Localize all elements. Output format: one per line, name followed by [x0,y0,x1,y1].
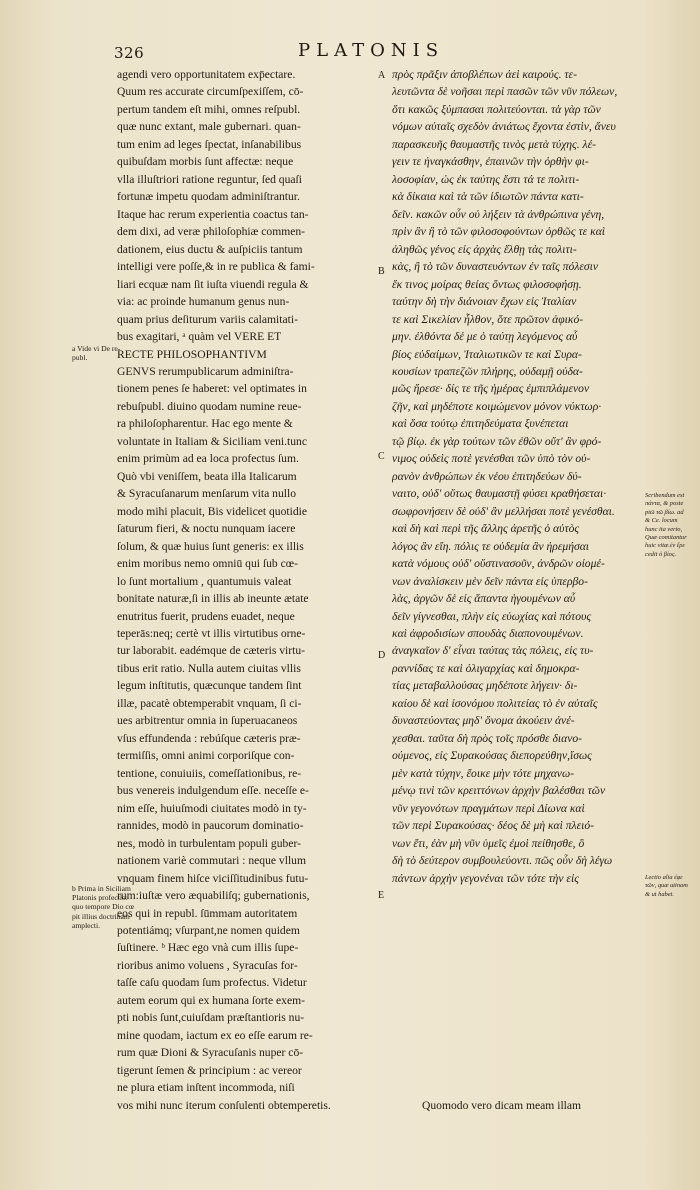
latin-line: vlla illuſtriori ratione reguntur, ſed quaſi [117,172,302,186]
latin-line: ſuſtinere. ᵇ Hæc ego vnà cum illis ſupe- [117,941,299,955]
greek-line: λευτῶντα δὲ νοῆσαι περὶ πασῶν τῶν νῦν πόλεων, [392,85,618,99]
latin-line: vſus effundenda : rebúſque cæteris præ- [117,731,301,745]
side-note-a: a Vide vi De re- publ. [72,344,121,363]
latin-line: voluntate in Italiam & Siciliam veni.tunc [117,434,307,448]
latin-line: dationem, eius ductu & auſpiciis tantum [117,242,303,256]
greek-line: μην. ἐλθόντα δέ με ὁ ταύτῃ λεγόμενος αὖ [392,330,578,344]
latin-line: mine quodam, iactum ex eo eſſe earum re- [117,1028,313,1042]
latin-line: rioribus animo voluens , Syracuſas for- [117,958,298,972]
greek-line: νων ἀναλίσκειν μὲν δεῖν πάντα εἰς ὑπερβο- [392,574,588,588]
latin-line: rum:iuſtæ vero æquabiliſq; gubernationis, [117,889,310,903]
greek-line: καὶ δὴ καὶ περὶ τῆς ἄλλης ἀρετῆς ὁ αὐτὸς [392,522,580,536]
greek-line: δὴ τὸ δεύτερον συμβουλεύοντι. πῶς οὖν δὴ λέγω [392,854,613,868]
latin-line: modo mihi placuit, Bis videlicet quotidie [117,504,307,518]
greek-line: καὶ ὅσα τούτῳ ἐπιτηδεύματα ξυνέπεται [392,417,569,431]
latin-line: intelligi vere poſſe,& in re publica & fami- [117,260,315,274]
latin-line: vnquam finem hiſce viciſſitudinibus futu- [117,871,309,885]
latin-line: tur laborabit. eadémque de cæteris virtu- [117,644,306,658]
greek-line: λόγος ἂν εἴη. πόλις τε οὐδεμία ἂν ἠρεμήσαι [392,539,590,553]
latin-line: rebuſpubl. diuino quodam numine reue- [117,399,302,413]
greek-line: ἔκ τινος μοίρας θείας ὄντως φιλοσοφήσῃ. [392,277,582,291]
greek-line: βίος εὐδαίμων, Ἰταλιωτικῶν τε καὶ Συρα- [392,347,582,361]
latin-line: enim primùm ad ea loca profectus ſum. [117,452,299,466]
latin-line: teperās:neq; certè vt illis virtutibus orne- [117,627,306,640]
latin-line: bus venereis indulgendum eſſe. neceſſe e- [117,784,309,798]
greek-last-line-tail: Quomodo vero dicam meam illam [422,1098,582,1112]
latin-line: vos mihi nunc iterum conſulenti obtemperetis. [117,1098,331,1112]
latin-line: nationem variè commutari : neque vllum [117,854,306,868]
greek-line: τε καὶ Σικελίαν ἦλθον, ὅτε πρῶτον ἀφικό- [392,312,584,326]
latin-line: ra philoſopharentur. Hac ego mente & [117,417,293,431]
greek-line: τῶν περὶ Συρακούσας· δέος δὲ μὴ καὶ πλειό- [392,819,595,833]
latin-line: enutritus fuerit, prudens euadet, neque [117,609,295,623]
greek-line: ραννίδας τε καὶ ὀλιγαρχίας καὶ δημοκρα- [392,661,580,675]
greek-line: λοσοφίαν, ὡς ἐκ ταύτης ἔστι τά τε πολιτι- [392,172,580,186]
latin-line: lo ſunt mortalium , quantumuis valeat [117,574,292,588]
latin-line: potentiámq; vſurpant,ne nomen quidem [117,923,300,937]
section-letter-e: E [378,890,385,901]
greek-line: ούμενος, εἰς Συρακούσας διεπορεύθην,ἴσως [392,749,592,763]
latin-line: pti nobis ſunt,cuiuſdam præſtantioris nu- [117,1011,305,1025]
greek-line: πρὸς πρᾶξιν ἀποβλέπων ἀεὶ καιρούς. τε- [392,68,577,81]
greek-line: γειν τε ἠναγκάσθην, ἐπαινῶν τὴν ὀρθὴν φι- [392,155,589,169]
latin-line: dem dixi, ad veræ philoſophiæ commen- [117,225,306,239]
latin-line: rum quæ Dioni & Syracuſanis nuper cō- [117,1046,304,1060]
greek-line: νόμων αὐταῖς σχεδὸν ἀνιάτως ἔχοντα ἐστὶν, ἄνευ [392,120,616,134]
greek-line: σωφρονήσειν δὲ οὐδ' ἂν μελλήσαι ποτὲ γενέσθαι. [392,504,615,518]
latin-line: ues arbitrentur omnia in ſuperuacaneos [117,714,298,728]
latin-line: tum enim ad leges ſpectat, inſanabilibus [117,137,302,151]
latin-line: eos qui in republ. ſūmmam autoritatem [117,906,298,920]
latin-line: tentione, conuiuiis, comeſſationibus, re- [117,766,302,780]
greek-line: καίου δὲ καὶ ἰσονόμου πολιτείας τὸ ἐν αὐταῖς [392,696,598,710]
latin-line: Quum res accurate circumſpexiſſem, cō- [117,85,304,99]
section-letter-d: D [378,650,386,661]
latin-line: bus exagitari, ᵃ quàm vel VERE ET [117,330,282,344]
running-head: PLATONIS [298,40,445,61]
greek-column [392,66,632,1114]
greek-line: ρανὸν ἀνθρώπων ἐκ νέου ἐπιτηδεύων δύ- [392,469,582,483]
latin-line: rannides, modò in paucorum dominatio- [117,819,304,833]
latin-line: tionem penes ſe haberet: vel optimates in [117,382,307,396]
greek-line: τῷ βίῳ. ἐκ γὰρ τούτων τῶν ἐθῶν οὔτ' ἂν φρό- [392,434,602,448]
page-number: 326 [114,44,145,62]
greek-line: παρασκευῆς θαυμαστῆς τινὸς μετὰ τύχης. λέ- [392,137,597,151]
greek-line: ἀναγκαῖον δ' εἶναι ταύτας τὰς πόλεις, εἰς τυ- [392,644,594,658]
greek-line: καὶ ἀφροδισίων σπουδὰς διαπονουμένων. [392,627,584,640]
greek-line: μὲν κατὰ τύχην, ἔοικε μὴν τότε μηχανω- [392,766,574,780]
latin-line: ne plura etiam inſtent incommoda, niſi [117,1081,295,1095]
greek-line: κὰ δίκαια καὶ τὰ τῶν ἰδιωτῶν πάντα κατι- [392,190,584,204]
greek-line: κουσίων τραπεζῶν πλήρης, οὐδαμῇ οὐδα- [392,364,583,378]
latin-line: via: ac proinde humanum genus nun- [117,295,290,309]
latin-line: Itaque hac rerum experientia coactus tan- [117,207,309,221]
greek-line: δυναστεύοντας μηδ' ὄνομα ἀκούειν ἀνέ- [392,714,575,728]
greek-line: νων ἔτι, ἐὰν μὴ νῦν ὑμεῖς ἐμοὶ πείθησθε, ὃ [392,836,585,850]
greek-line: μῶς ἤρεσε· δίς τε τῆς ἡμέρας ἐμπιπλάμενον [392,382,590,396]
greek-line: χεσθαι. ταῦτα δὴ πρὸς τοῖς πρόσθε διανο- [392,731,583,745]
latin-column [117,66,375,1114]
latin-line: quæ nunc extant, male gubernari. quan- [117,120,301,134]
latin-line: autem eorum qui ex humana ſorte exem- [117,993,306,1007]
latin-line: nes, modò in turbulentam populi guber- [117,836,301,850]
latin-line: agendi vero opportunitatem exp̄ectare. [117,68,296,81]
greek-line: δεῖν γίγνεσθαι, πλὴν εἰς εὐωχίας καὶ πότους [392,609,592,623]
greek-line: ναιτο, οὐδ' οὕτως θαυμαστῇ φύσει κραθήσεται· [392,487,607,501]
latin-line: ſolum, & quæ huius ſunt generis: ex illis [117,539,304,553]
latin-line: & Syracuſanarum menſarum vita nullo [117,487,297,501]
latin-line: enim moribus nemo omniū qui ſub cœ- [117,557,298,571]
latin-line: illæ, pacatè obtemperabit vnquam, ſi ci- [117,696,302,710]
greek-line: κὰς, ἢ τὸ τῶν δυναστευόντων ἐν ταῖς πόλεσιν [392,260,598,274]
greek-line: πρὶν ἂν ἢ τὸ τῶν φιλοσοφούντων ὀρθῶς τε καὶ [392,225,606,239]
greek-line: μένῳ τινὶ τῶν κρειττόνων ἀρχὴν βαλέσθαι τῶν [392,784,606,798]
greek-line: πάντων ἀρχὴν γεγονέναι τῶν τότε τὴν εἰς [392,871,579,885]
side-note-b: b Prima in Siciliam Platonis profectio: quo tempore Dio cœ pit illius doctrinam amplecti. [72,884,135,930]
greek-line: τίας μεταβαλλούσας μηδέποτε λήγειν· δι- [392,679,578,693]
side-note-right-2: Lectio alia ἐφε τῶν, quæ utinam & ut habet. [645,874,688,898]
latin-line: bonitate naturæ,ſi in illis ab ineunte ætate [117,592,309,606]
latin-line: tigerunt ſemen & principium : ac vereor [117,1063,302,1077]
greek-line: ὅτι κακῶς ξύμπασαι πολιτεύονται. τὰ γὰρ τῶν [392,102,601,116]
latin-line: quam prius deſiturum variis calamitati- [117,312,298,326]
section-letter-a: A [378,70,386,81]
latin-line: nim eſſe, huiuſmodi ciuitates modò in ty- [117,801,307,815]
latin-line: tibus erit ratio. Nulla autem ciuitas vllis [117,661,301,675]
greek-line: ἀληθῶς γένος εἰς ἀρχὰς ἔλθῃ τὰς πολιτι- [392,242,577,256]
latin-line: ſaturum fieri, & noctu nunquam iacere [117,522,296,536]
latin-line: liari ecquæ nam ſit iuſta viuendi regula & [117,277,309,291]
latin-line: termiſſis, omni animi corporiſque con- [117,749,295,763]
greek-line: νιμος οὐδεὶς ποτὲ γενέσθαι τῶν ὑπὸ τὸν οὐ- [392,452,591,466]
latin-line: quibuſdam morbis ſunt affectæ: neque [117,155,294,169]
latin-line: RECTE PHILOSOPHANTIVM [117,347,267,361]
section-letter-c: C [378,451,385,462]
greek-line: δεῖν. κακῶν οὖν οὐ λήξειν τὰ ἀνθρώπινα γένη, [392,207,605,221]
latin-line: fortunæ impetu quodam adminiſtrantur. [117,190,300,204]
side-note-right-1: Scribendum est πάντα, & poste ptῶ τῶ βίω. ad & Ce. locum hunc ita verto, Quæ comitantur huic vitæ.ἐν ἔρε cedit ὁ βίος. [645,492,687,558]
greek-line: ζῆν, καὶ μηδέποτε κοιμώμενον μόνον νύκτωρ· [392,399,602,413]
latin-line: pertum tandem eſt mihi, omnes reſpubl. [117,102,301,116]
latin-line: GENVS rerumpublicarum adminiſtra- [117,364,294,378]
greek-line: κατὰ νόμους οὐδ' οὕστινασοῦν, ἀνδρῶν οἰομέ- [392,557,605,571]
latin-line: legum inſtitutis, quæcunque tandem ſint [117,679,302,693]
greek-line: νῦν γεγονότων πραγμάτων περὶ Δίωνα καὶ [392,801,585,815]
latin-line: taſſe caſu quodam ſum profectus. Videtur [117,976,307,990]
section-letter-b: B [378,266,385,277]
greek-line: λὰς, ἀργῶν δὲ εἰς ἅπαντα ἡγουμένων αὖ [392,592,576,606]
latin-line: Quò vbi veniſſem, beata illa Italicarum [117,469,297,483]
greek-line: ταύτην δὴ τὴν διάνοιαν ἔχων εἰς Ἰταλίαν [392,295,577,309]
